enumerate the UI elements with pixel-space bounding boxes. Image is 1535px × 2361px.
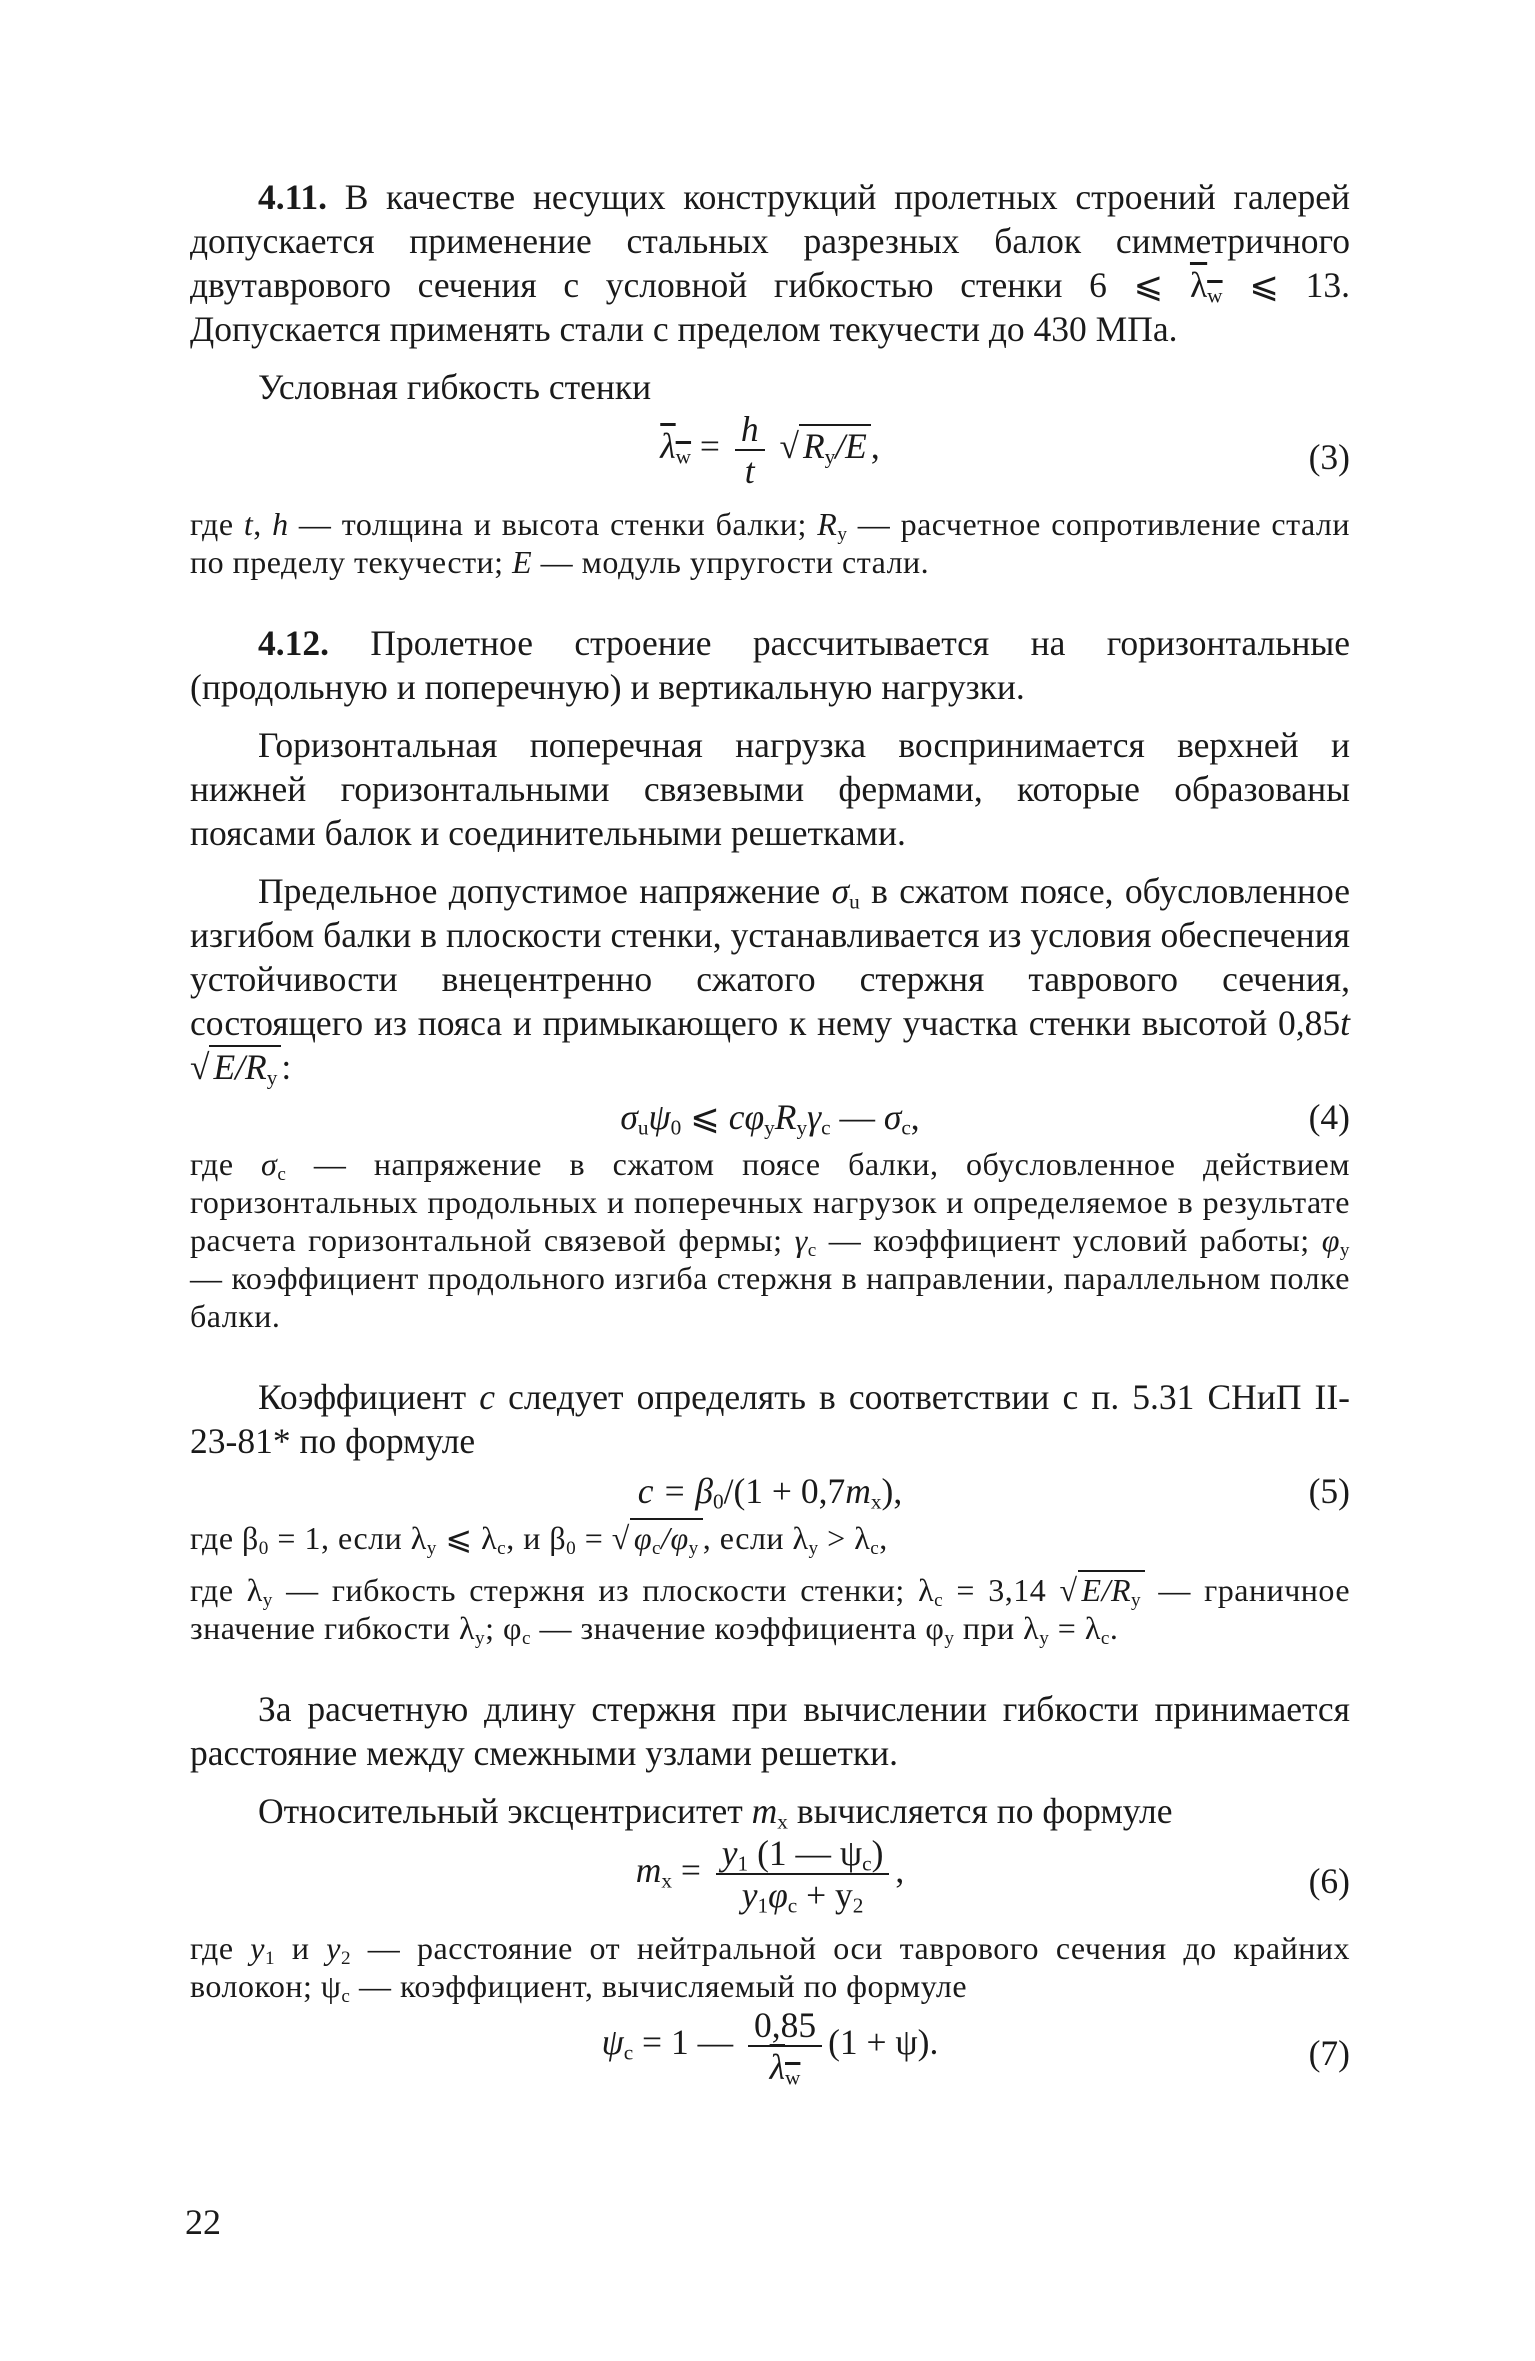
paragraph-horizontal-load: Горизонтальная поперечная нагрузка воспринимается верхней и нижней горизонтальными связевыми фермами, которые образованы поясами балок и соединительными решетками.	[190, 725, 1350, 853]
paragraph-where-lambda-y: где $\lambda_y$ — гибкость стержня из плоскости стенки; $\lambda_c = 3,14$ √ $E/R_y$ — граничное значение гибкости $\lambda_y$; $\varphi_c$ — значение коэффициента $\varphi_y$ при $\lambda_y = \lambda_c$.	[190, 1572, 1351, 1649]
page-number: 22	[185, 2202, 221, 2242]
equation-number: (4)	[1308, 1097, 1350, 1137]
equation-number: (6)	[1308, 1861, 1350, 1901]
paragraph-4-11: 4.11. В качестве несущих конструкций пролетных строений галерей допускается применение стальных разрезных балок симметричного двутаврового сечения с условной гибкостью стенки 6 ⩽ $\lambda_w$ ⩽ 13. Допускается применять стали с пределом текучести до 430 МПа.	[190, 177, 1350, 349]
paragraph-flexibility-intro: Условная гибкость стенки	[258, 367, 652, 407]
paragraph-design-length: За расчетную длину стержня при вычислении гибкости принимается расстояние между смежными узлами решетки.	[190, 1689, 1350, 1773]
paragraph-where-y1-y2: где $y_1$ и $y_2$ — расстояние от нейтральной оси таврового сечения до крайних волокон; $\psi_c$ — коэффициент, вычисляемый по формуле	[190, 1930, 1351, 2007]
equation-5: $c = \beta_0/(1 + 0,7m_x)$, (5)	[190, 1463, 1350, 1519]
paragraph-eccentricity: Относительный эксцентриситет $m_x$ вычисляется по формуле	[258, 1791, 1173, 1834]
equation-number: (5)	[1308, 1471, 1350, 1511]
paragraph-where-beta: где $\beta_0 = 1$, если $\lambda_y$ ⩽ $\lambda_c$, и $\beta_0$ = √ $\varphi_c/\varphi_y$ , если $\lambda_y > \lambda_c$,	[190, 1520, 888, 1559]
page-content	[190, 175, 1350, 2101]
paragraph-4-12: 4.12. Пролетное строение рассчитывается на горизонтальные (продольную и поперечную) и вертикальную нагрузки.	[190, 623, 1350, 707]
equation-number: (3)	[1308, 437, 1350, 477]
lambda-w-symbol: $\lambda_w$	[1189, 265, 1223, 308]
paragraph-where-sigma-c: где $\sigma_c$ — напряжение в сжатом поясе балки, обусловленное действием горизонтальных продольных и поперечных нагрузок и определяемое в результате расчета горизонтальной связевой фермы; $\gamma_c$ — коэффициент условий работы; $\varphi_y$ — коэффициент продольного изгиба стержня в направлении, параллельном полке балки.	[190, 1146, 1351, 1334]
paragraph-where-t-h: где t, h — толщина и высота стенки балки; $R_y$ — расчетное сопротивление стали по пределу текучести; E — модуль упругости стали.	[190, 506, 1351, 580]
section-number: 4.12.	[258, 623, 329, 663]
equation-3: $\lambda_w$ = $\frac{h}{t}$ √ $R_y/E$ , (3)	[660, 409, 1350, 491]
equation-7: $\psi_c = 1$ — $\frac{0,85}{\lambda_w}$ (1 + ψ). (7)	[601, 2005, 1350, 2090]
equation-4: $\sigma_u\psi_0$ ⩽ $c\varphi_yR_y\gamma_c$ — $\sigma_c$, (4)	[190, 1089, 1350, 1145]
paragraph-limit-stress: Предельное допустимое напряжение $\sigma_u$ в сжатом поясе, обусловленное изгибом балки в плоскости стенки, устанавливается из условия обеспечения устойчивости внецентренно сжатого стержня таврового сечения, состоящего из пояса и примыкающего к нему участка стенки высотой 0,85t √ $E/R_y$ :	[190, 871, 1350, 1090]
equation-number: (7)	[1308, 2033, 1350, 2073]
paragraph-coefficient-c: Коэффициент c следует определять в соответствии с п. 5.31 СНиП II-23-81* по формуле	[190, 1377, 1350, 1461]
section-number: 4.11.	[258, 177, 328, 217]
equation-6: $m_x$ = $\frac{y_1 (1 — \psi_c)}{y_1\varphi_c + y_2}$ , (6)	[635, 1833, 1350, 1918]
